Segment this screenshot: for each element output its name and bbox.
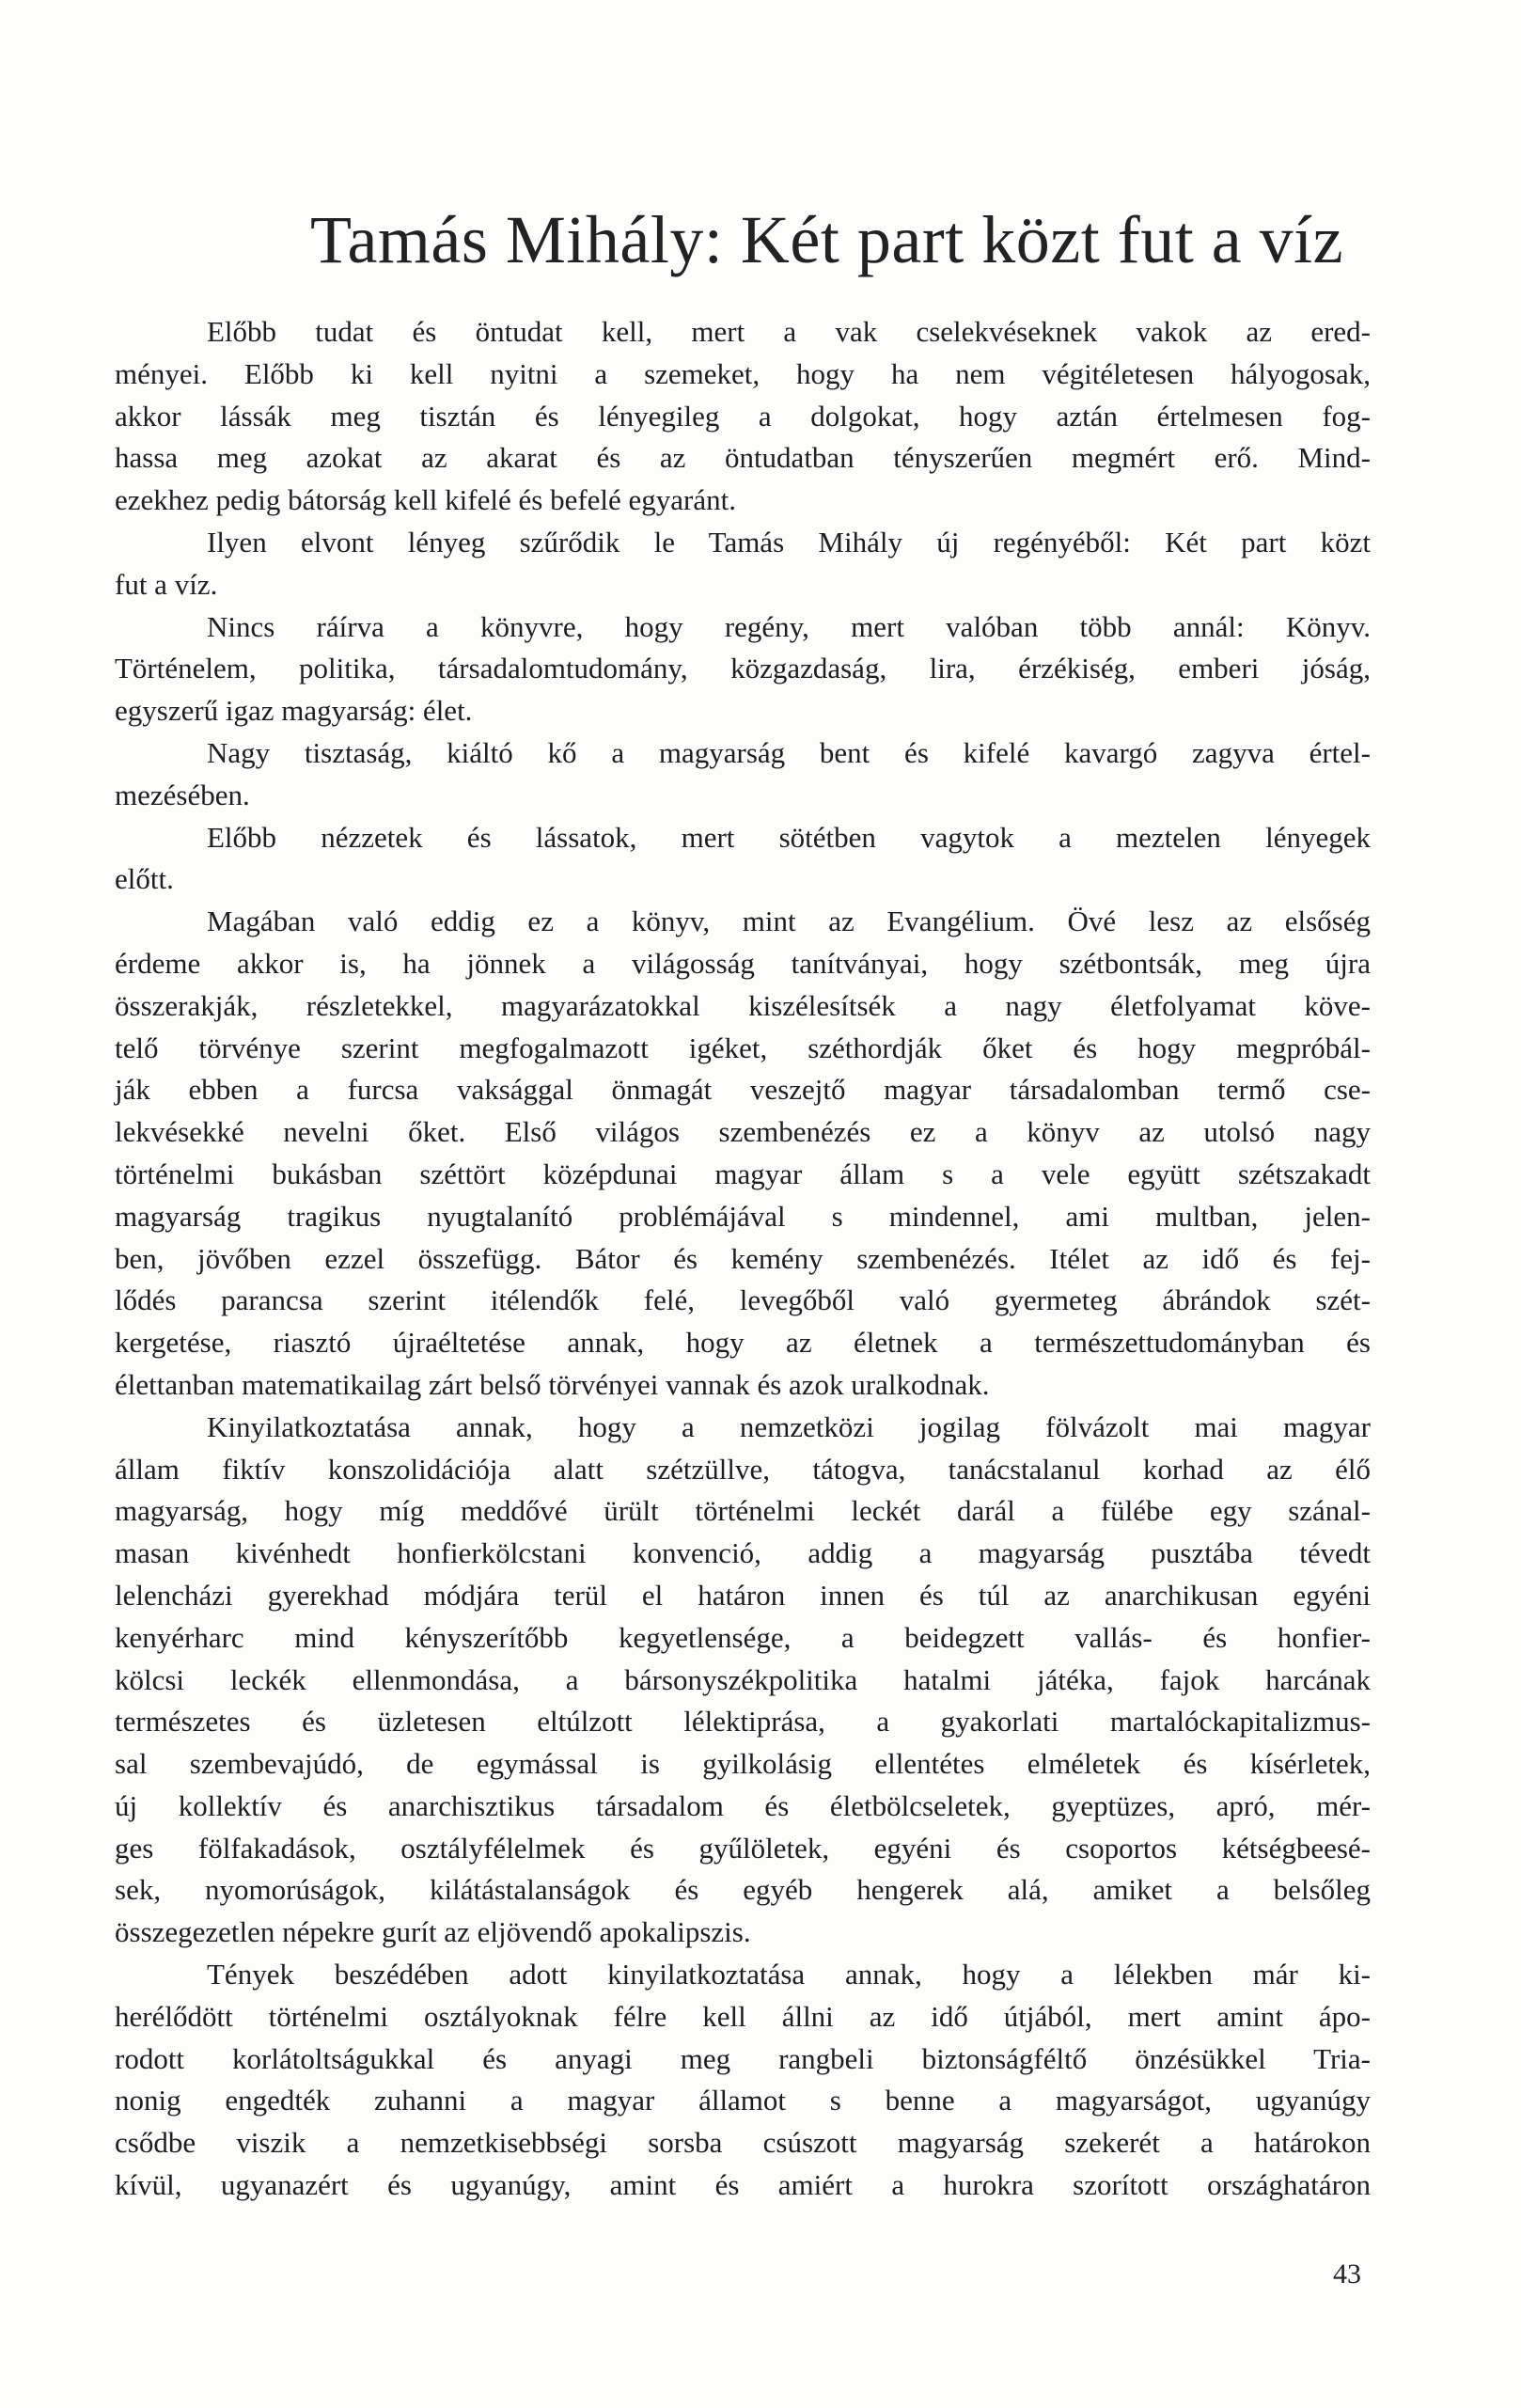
text-line: masan kivénhedt honfierkölcstani konvenció, addig a magyarság pusztába tévedt — [115, 1536, 1371, 1570]
text-line: lekvésekké nevelni őket. Első világos szembenézés ez a könyv az utolsó nagy — [115, 1115, 1371, 1149]
text-line: ezekhez pedig bátorság kell kifelé és befelé egyaránt. — [115, 483, 736, 517]
page-number: 43 — [1333, 2258, 1361, 2290]
page-title: Tamás Mihály: Két part közt fut a víz — [310, 202, 1344, 277]
text-line: kergetése, riasztó újraéltetése annak, hogy az életnek a természettudományban és — [115, 1326, 1371, 1360]
text-line: sek, nyomorúságok, kilátástalanságok és egyéb hengerek alá, amiket a belsőleg — [115, 1873, 1371, 1907]
paragraph — [115, 732, 1371, 817]
text-line: Előbb tudat és öntudat kell, mert a vak cselekvéseknek vakok az ered- — [207, 315, 1371, 348]
text-line: történelmi bukásban széttört középdunai magyar állam s a vele együtt szétszakadt — [115, 1157, 1371, 1190]
paragraph — [115, 901, 1371, 1407]
paragraph — [115, 1407, 1371, 1954]
text-line: Nagy tisztaság, kiáltó kő a magyarság bent és kifelé kavargó zagyva értel- — [207, 735, 1371, 769]
text-line: élettanban matematikailag zárt belső törvényei vannak és azok uralkodnak. — [115, 1367, 990, 1401]
text-line: kívül, ugyanazért és ugyanúgy, amint és amiért a hurokra szorított országhatáron — [115, 2168, 1371, 2202]
text-line: Ilyen elvont lényeg szűrődik le Tamás Mihály új regényéből: Két part közt — [207, 525, 1371, 559]
text-line: nonig engedték zuhanni a magyar államot s benne a magyarságot, ugyanúgy — [115, 2084, 1371, 2117]
text-line: csődbe viszik a nemzetkisebbségi sorsba csúszott magyarság szekerét a határokon — [115, 2126, 1371, 2160]
text-line: akkor lássák meg tisztán és lényegileg a dolgokat, hogy aztán értelmesen fog- — [115, 399, 1371, 433]
text-line: fut a víz. — [115, 567, 218, 601]
paragraph — [115, 311, 1371, 522]
text-line: egyszerű igaz magyarság: élet. — [115, 694, 473, 728]
text-line: rodott korlátoltságukkal és anyagi meg rangbeli biztonságféltő önzésükkel Tria- — [115, 2041, 1371, 2075]
text-line: Előbb nézzetek és lássatok, mert sötétben vagytok a meztelen lényegek — [207, 820, 1371, 854]
text-line: ges fölfakadások, osztályfélelmek és gyűlöletek, egyéni és csoportos kétségbeesé- — [115, 1831, 1371, 1865]
text-line: kenyérharc mind kényszerítőbb kegyetlensége, a beidegzett vallás- és honfier- — [115, 1620, 1371, 1654]
text-line: sal szembevajúdó, de egymással is gyilkolásig ellentétes elméletek és kísérletek, — [115, 1747, 1371, 1781]
text-line: magyarság, hogy míg meddővé ürült történelmi leckét darál a fülébe egy szánal- — [115, 1494, 1371, 1528]
text-line: állam fiktív konszolidációja alatt szétzüllve, tátogva, tanácstalanul korhad az élő — [115, 1452, 1371, 1486]
paragraph — [115, 606, 1371, 732]
text-line: érdeme akkor is, ha jönnek a világosság tanítványai, hogy szétbontsák, meg újra — [115, 946, 1371, 980]
text-line: Történelem, politika, társadalomtudomány, közgazdaság, lira, érzékiség, emberi jóság, — [115, 652, 1371, 685]
text-line: összerakják, részletekkel, magyarázatokkal kiszélesítsék a nagy életfolyamat köve- — [115, 988, 1371, 1022]
paragraph — [115, 522, 1371, 606]
text-line: herélődött történelmi osztályoknak félre kell állni az idő útjából, mert amint ápo- — [115, 1999, 1371, 2033]
text-line: ben, jövőben ezzel összefügg. Bátor és kemény szembenézés. Itélet az idő és fej- — [115, 1241, 1371, 1275]
text-line: mezésében. — [115, 778, 250, 811]
text-line: összegezetlen népekre gurít az eljövendő apokalipszis. — [115, 1915, 751, 1949]
paragraph — [115, 817, 1371, 902]
text-line: Nincs ráírva a könyvre, hogy regény, mert valóban több annál: Könyv. — [207, 609, 1371, 643]
text-line: Tények beszédében adott kinyilatkoztatása annak, hogy a lélekben már ki- — [207, 1958, 1371, 1991]
text-line: Magában való eddig ez a könyv, mint az Evangélium. Övé lesz az elsőség — [207, 905, 1371, 938]
text-line: magyarság tragikus nyugtalanító problémájával s mindennel, ami multban, jelen- — [115, 1199, 1371, 1233]
text-line: előtt. — [115, 862, 174, 896]
text-line: kölcsi leckék ellenmondása, a bársonyszékpolitika hatalmi játéka, fajok harcának — [115, 1662, 1371, 1696]
article-body — [115, 311, 1371, 2207]
text-line: ják ebben a furcsa vaksággal önmagát veszejtő magyar társadalomban termő cse- — [115, 1073, 1371, 1107]
paragraph — [115, 1954, 1371, 2207]
text-line: telő törvénye szerint megfogalmazott igéket, széthordják őket és hogy megpróbál- — [115, 1031, 1371, 1064]
text-line: természetes és üzletesen eltúlzott lélektiprása, a gyakorlati martalóckapitalizmus- — [115, 1705, 1371, 1739]
text-line: Kinyilatkoztatása annak, hogy a nemzetközi jogilag fölvázolt mai magyar — [207, 1409, 1371, 1443]
text-line: hassa meg azokat az akarat és az öntudatban tényszerűen megmért erő. Mind- — [115, 441, 1371, 475]
text-line: új kollektív és anarchisztikus társadalom és életbölcseletek, gyeptüzes, apró, mér- — [115, 1788, 1371, 1822]
text-line: lelencházi gyerekhad módjára terül el határon innen és túl az anarchikusan egyéni — [115, 1578, 1371, 1612]
text-line: ményei. Előbb ki kell nyitni a szemeket, hogy ha nem végitéletesen hályogosak, — [115, 356, 1371, 390]
text-line: lődés parancsa szerint itélendők felé, levegőből való gyermeteg ábrándok szét- — [115, 1283, 1371, 1317]
